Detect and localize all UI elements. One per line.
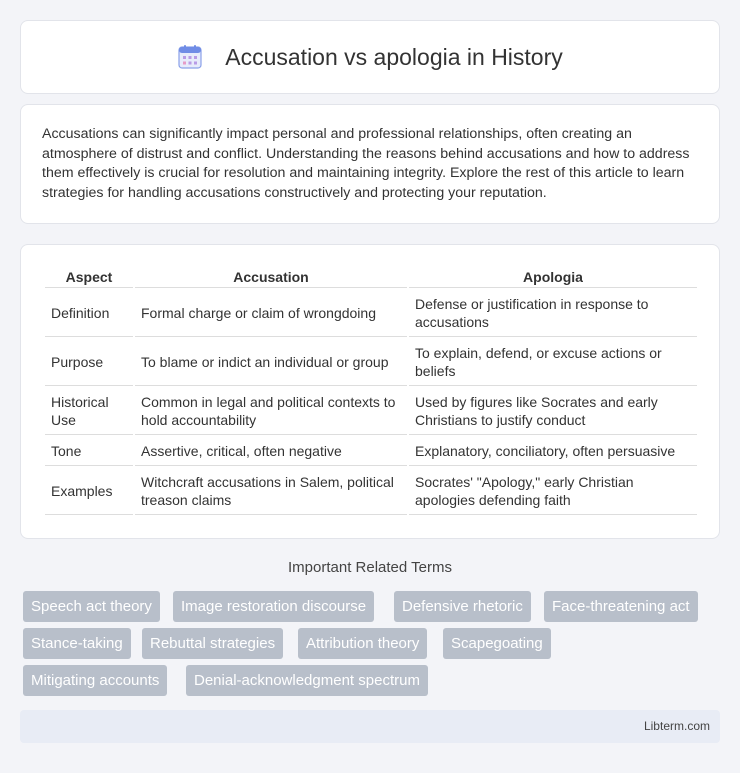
table-row (45, 388, 697, 435)
cell-accusation: Assertive, critical, often negative (135, 437, 407, 466)
page-title: Accusation vs apologia in History (225, 43, 563, 70)
header-aspect: Aspect (45, 267, 133, 288)
cell-aspect: Examples (45, 468, 133, 515)
table-row (45, 290, 697, 337)
cell-aspect: Definition (45, 290, 133, 337)
related-term-tag[interactable]: Scapegoating (443, 628, 551, 659)
related-term-tag[interactable]: Rebuttal strategies (142, 628, 283, 659)
title-card (20, 20, 720, 94)
cell-accusation: Witchcraft accusations in Salem, political treason claims (135, 468, 407, 515)
related-term-tag[interactable]: Attribution theory (298, 628, 427, 659)
header-apologia: Apologia (409, 267, 697, 288)
footer (20, 710, 720, 743)
table-row (45, 437, 697, 466)
header-accusation: Accusation (135, 267, 407, 288)
related-term-tag[interactable]: Speech act theory (23, 591, 160, 622)
table-header-row (45, 267, 697, 288)
related-term-tag[interactable]: Denial-acknowledgment spectrum (186, 665, 428, 696)
intro-card (20, 104, 720, 224)
cell-apologia: Socrates' "Apology," early Christian apologies defending faith (409, 468, 697, 515)
table-row (45, 468, 697, 515)
table-row (45, 339, 697, 386)
site-link[interactable]: Libterm.com (643, 719, 710, 733)
intro-text: Accusations can significantly impact personal and professional relationships, often creating an atmosphere of distrust and conflict. Understanding the reasons behind accusations and how to address them effectively is crucial for resolution and maintaining integrity. Explore the rest of this article to learn strategies for handling accusations constructively and protecting your reputation. (42, 126, 690, 201)
cell-aspect: Historical Use (45, 388, 133, 435)
related-term-tag[interactable]: Stance-taking (23, 628, 131, 659)
related-term-tag[interactable]: Mitigating accounts (23, 665, 167, 696)
calendar-icon (177, 44, 203, 70)
cell-apologia: To explain, defend, or excuse actions or beliefs (409, 339, 697, 386)
cell-apologia: Defense or justification in response to accusations (409, 290, 697, 337)
cell-apologia: Used by figures like Socrates and early Christians to justify conduct (409, 388, 697, 435)
cell-accusation: Common in legal and political contexts to hold accountability (135, 388, 407, 435)
cell-accusation: Formal charge or claim of wrongdoing (135, 290, 407, 337)
cell-accusation: To blame or indict an individual or group (135, 339, 407, 386)
related-terms-title: Important Related Terms (288, 559, 452, 576)
cell-aspect: Purpose (45, 339, 133, 386)
comparison-table (43, 265, 699, 517)
related-term-tag[interactable]: Defensive rhetoric (394, 591, 531, 622)
related-term-tag[interactable]: Face-threatening act (544, 591, 698, 622)
cell-aspect: Tone (45, 437, 133, 466)
cell-apologia: Explanatory, conciliatory, often persuasive (409, 437, 697, 466)
comparison-table-card (20, 244, 720, 539)
related-term-tag[interactable]: Image restoration discourse (173, 591, 374, 622)
